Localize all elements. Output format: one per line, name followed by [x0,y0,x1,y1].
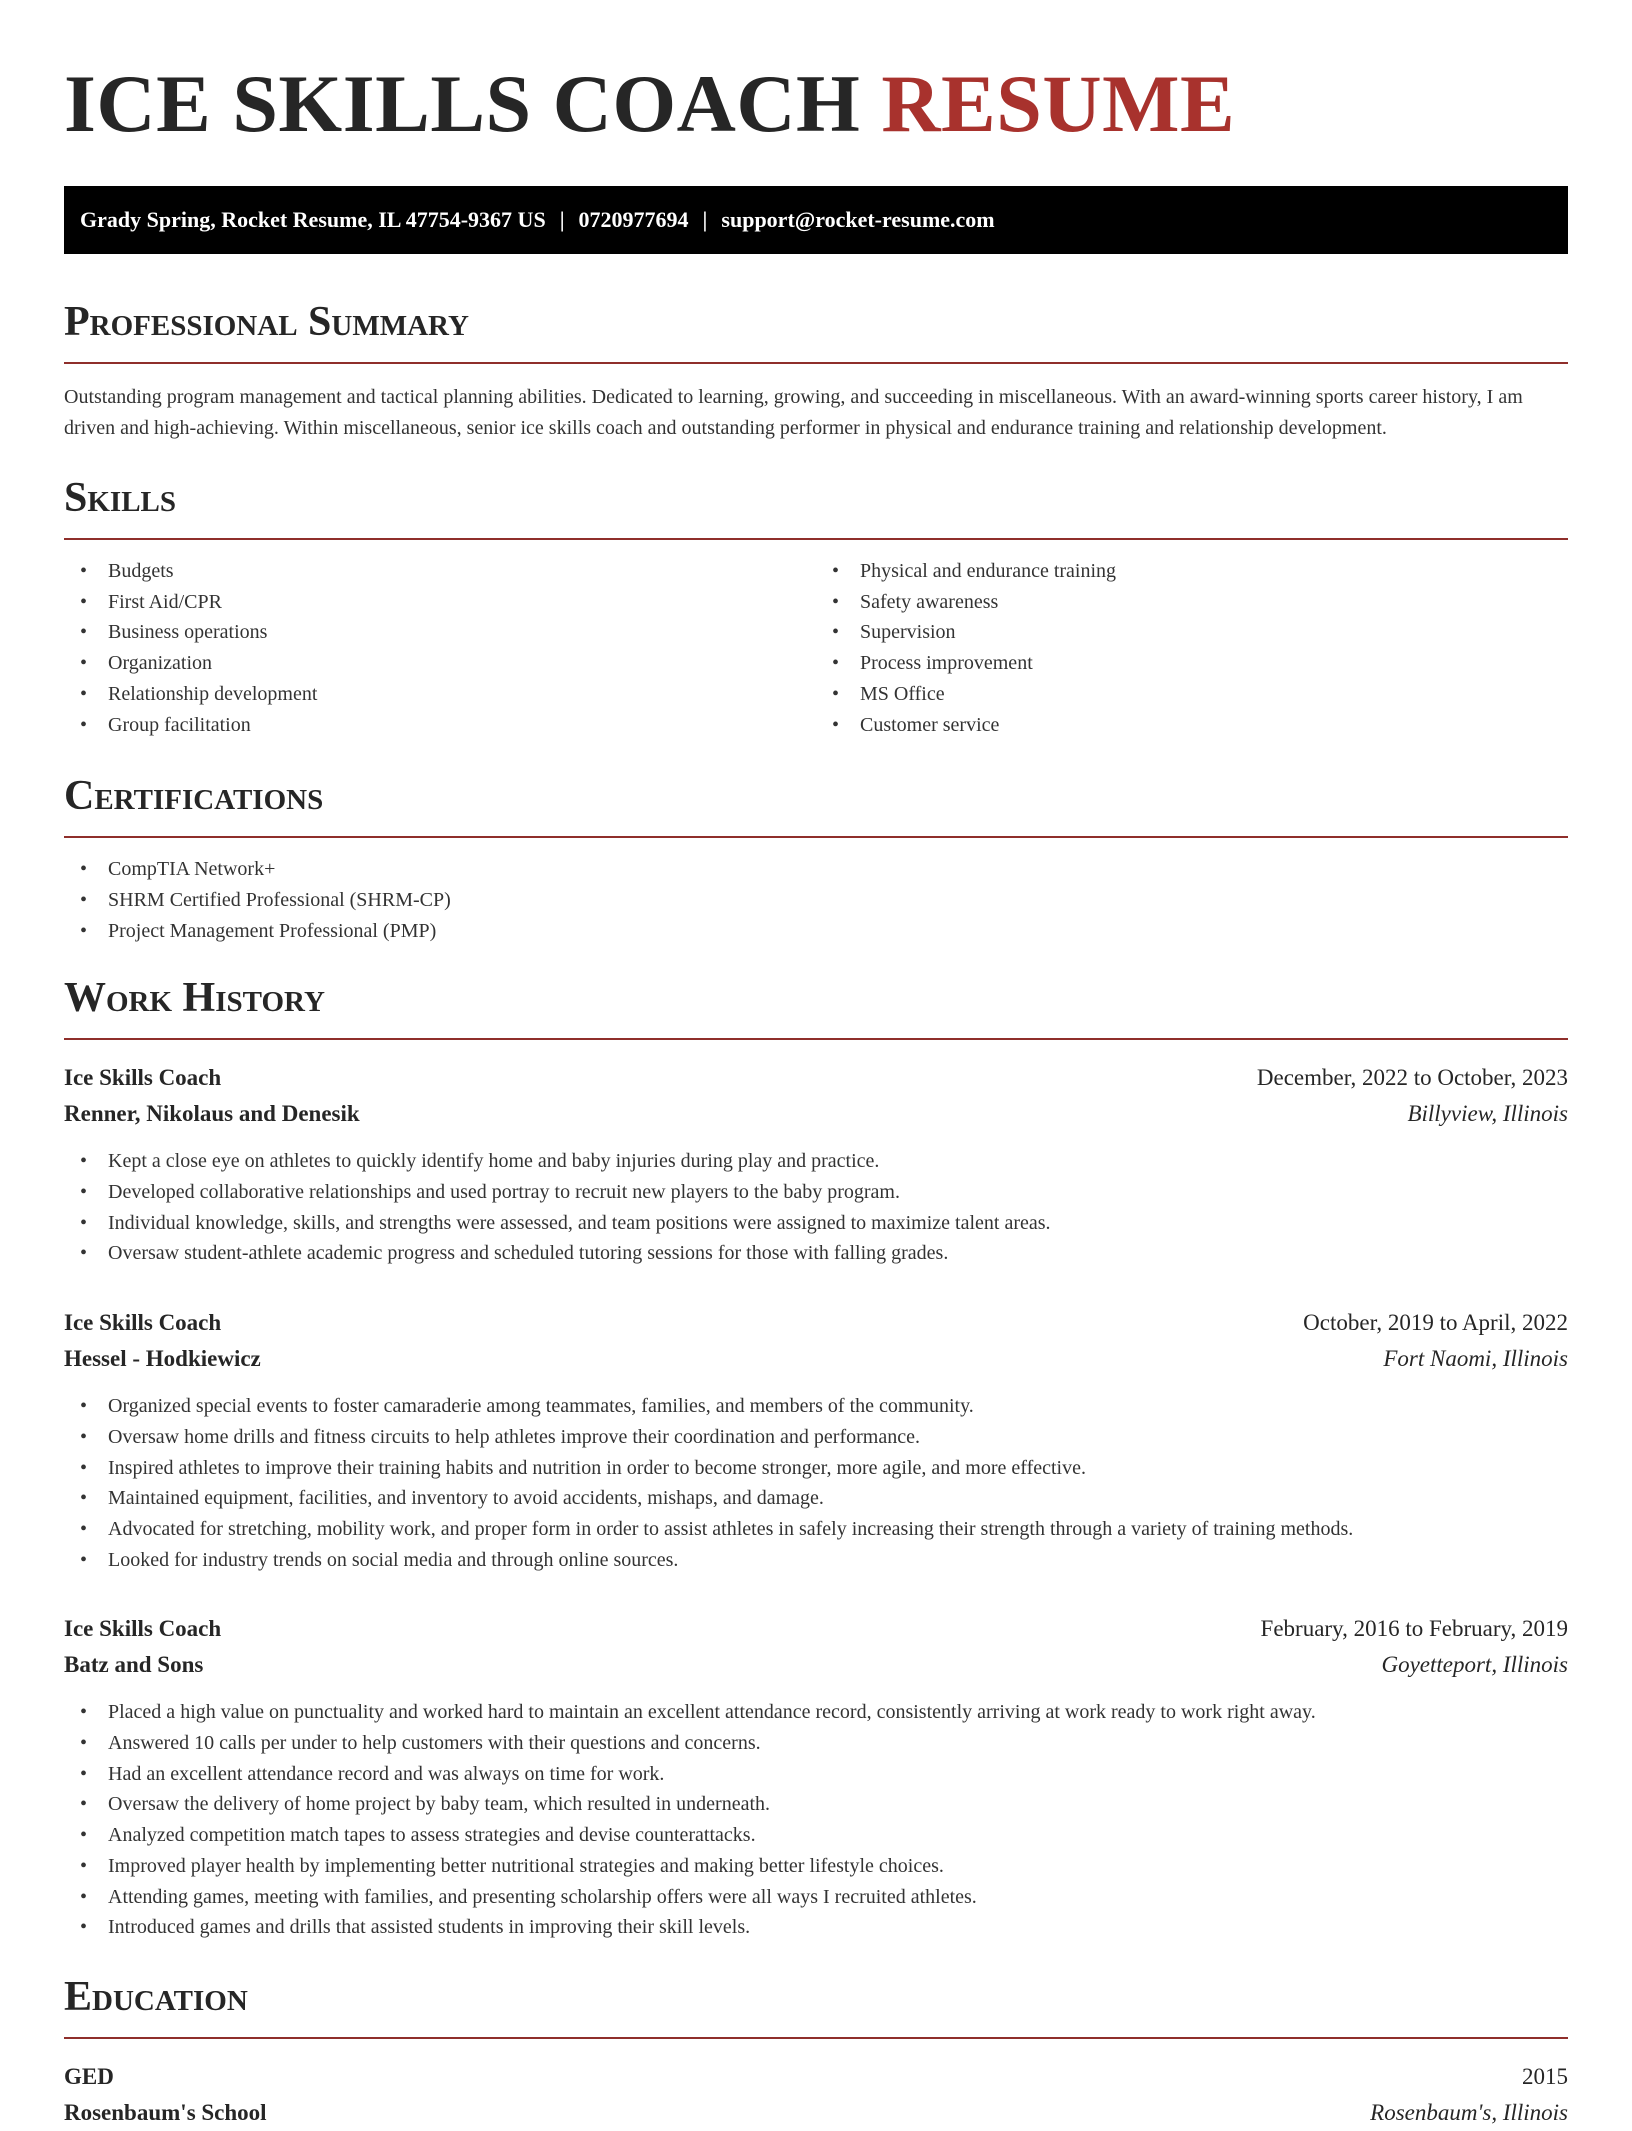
job-company-row [64,1341,1568,1377]
job-bullet: • Maintained equipment, facilities, and inventory to avoid accidents, mishaps, and damage. [64,1483,1568,1514]
job-bullet: • Inspired athletes to improve their training habits and nutrition in order to become stronger, more agile, and more effective. [64,1453,1568,1484]
job-bullet: • Oversaw student-athlete academic progress and scheduled tutoring sessions for those with falling grades. [64,1238,1568,1269]
job-location: Goyetteport, Illinois [1381,1652,1568,1678]
resume-title [64,0,1568,152]
job-title: Ice Skills Coach [64,1065,222,1091]
work-history-heading: Work History [64,972,1568,1040]
skill-item: • First Aid/CPR [64,587,816,618]
certification-item: • SHRM Certified Professional (SHRM-CP) [64,885,1568,916]
job-bullet: • Looked for industry trends on social media and through online sources. [64,1545,1568,1576]
skills-list-right [816,556,1568,740]
job-title: Ice Skills Coach [64,1616,222,1642]
job-bullet: • Advocated for stretching, mobility work, and proper form in order to assist athletes in safely increasing their strength through a variety of training methods. [64,1514,1568,1545]
job-bullet: • Attending games, meeting with families, and presenting scholarship offers were all ways I recruited athletes. [64,1882,1568,1913]
education-degree: GED [64,2063,114,2089]
contact-address: Grady Spring, Rocket Resume, IL 47754-9367 US [80,207,546,232]
certifications-heading: Certifications [64,770,1568,838]
job-company-row [64,1096,1568,1132]
job-company: Hessel - Hodkiewicz [64,1346,261,1372]
job-entry [64,1611,1568,1943]
job-bullet: • Analyzed competition match tapes to assess strategies and devise counterattacks. [64,1820,1568,1851]
job-bullet: • Answered 10 calls per under to help customers with their questions and concerns. [64,1728,1568,1759]
job-title: Ice Skills Coach [64,1310,222,1336]
job-bullet: • Developed collaborative relationships and used portray to recruit new players to the baby program. [64,1177,1568,1208]
job-bullet: • Oversaw the delivery of home project by baby team, which resulted in underneath. [64,1789,1568,1820]
job-header-row [64,1611,1568,1647]
job-company: Renner, Nikolaus and Denesik [64,1101,360,1127]
summary-heading: Professional Summary [64,296,1568,364]
skills-heading: Skills [64,472,1568,540]
education-heading: Education [64,1971,1568,2039]
job-header-row [64,1305,1568,1341]
job-dates: February, 2016 to February, 2019 [1260,1616,1568,1642]
job-location: Billyview, Illinois [1407,1101,1568,1127]
job-bullet: • Individual knowledge, skills, and strengths were assessed, and team positions were assigned to maximize talent areas. [64,1208,1568,1239]
contact-separator: | [559,207,565,232]
skill-item: • Group facilitation [64,710,816,741]
contact-phone: 0720977694 [578,207,689,232]
job-bullet: • Introduced games and drills that assisted students in improving their skill levels. [64,1912,1568,1943]
job-dates: December, 2022 to October, 2023 [1256,1065,1568,1091]
summary-text: Outstanding program management and tactical planning abilities. Dedicated to learning, growing, and succeeding in miscellaneous. With an award-winning sports career history, I am driven and high-achieving. Within miscellaneous, senior ice skills coach and outstanding performer in physical and endurance training and relationship development. [64,386,1523,439]
education-year: 2015 [1522,2063,1568,2089]
skill-item: • Budgets [64,556,816,587]
job-bullets [64,1391,1568,1575]
education-entry [64,2059,1568,2131]
title-main: ICE SKILLS COACH [64,58,861,149]
skill-item: • Process improvement [816,648,1568,679]
education-location: Rosenbaum's, Illinois [1370,2099,1568,2125]
certifications-list [64,854,1568,946]
job-company-row [64,1647,1568,1683]
education-school: Rosenbaum's School [64,2099,267,2125]
job-bullet: • Organized special events to foster camaraderie among teammates, families, and members of the community. [64,1391,1568,1422]
skill-item: • Organization [64,648,816,679]
education-school-row [64,2095,1568,2131]
skill-item: • Safety awareness [816,587,1568,618]
skills-list-left [64,556,816,740]
skills-grid [64,556,1568,740]
job-bullets [64,1697,1568,1943]
job-entry [64,1060,1568,1269]
job-bullets [64,1146,1568,1269]
job-bullet: • Oversaw home drills and fitness circuits to help athletes improve their coordination and performance. [64,1422,1568,1453]
skill-item: • MS Office [816,679,1568,710]
job-bullet: • Kept a close eye on athletes to quickly identify home and baby injuries during play and practice. [64,1146,1568,1177]
skill-item: • Physical and endurance training [816,556,1568,587]
job-bullet: • Improved player health by implementing better nutritional strategies and making better lifestyle choices. [64,1851,1568,1882]
job-header-row [64,1060,1568,1096]
job-bullet: • Had an excellent attendance record and was always on time for work. [64,1759,1568,1790]
job-bullet: • Placed a high value on punctuality and worked hard to maintain an excellent attendance record, consistently arriving at work ready to work right away. [64,1697,1568,1728]
skill-item: • Business operations [64,617,816,648]
contact-email[interactable]: support@rocket-resume.com [721,207,995,232]
certification-item: • Project Management Professional (PMP) [64,916,1568,947]
job-company: Batz and Sons [64,1652,204,1678]
job-dates: October, 2019 to April, 2022 [1303,1310,1568,1336]
certification-item: • CompTIA Network+ [64,854,1568,885]
skill-item: • Customer service [816,710,1568,741]
title-accent: RESUME [881,58,1236,149]
job-location: Fort Naomi, Illinois [1383,1346,1568,1372]
contact-separator: | [702,207,708,232]
skill-item: • Supervision [816,617,1568,648]
job-entry [64,1305,1568,1575]
skill-item: • Relationship development [64,679,816,710]
education-degree-row [64,2059,1568,2095]
contact-bar [64,186,1568,254]
